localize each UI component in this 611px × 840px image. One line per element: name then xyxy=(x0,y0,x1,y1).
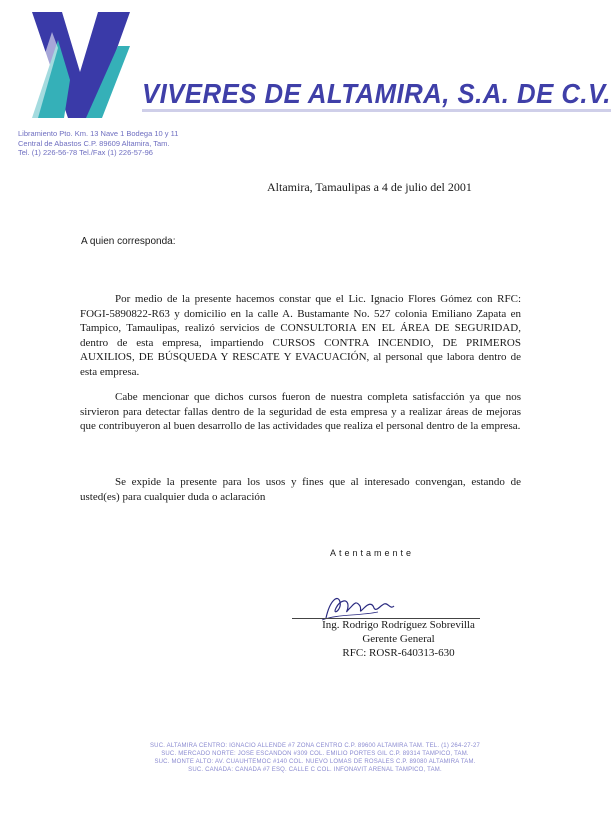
branch-addresses-footer xyxy=(130,742,500,774)
body-paragraph-1: Por medio de la presente hacemos constar que el Lic. Ignacio Flores Gómez con RFC: FOGI-5890822-R63 y domicilio en la calle A. Bustamante No. 527 colonia Emiliano Zapata en Tampico, Tamaulipas, realizó servicios de CONSULTORIA EN EL ÁREA DE SEGURIDAD, dentro de esta empresa, impartiendo CURSOS CONTRA INCENDIO, DE PRIMEROS AUXILIOS, DE BÚSQUEDA Y RESCATE Y EVACUACIÓN, al personal que labora dentro de esta empresa. xyxy=(80,293,521,378)
company-address xyxy=(18,129,178,158)
letter-greeting: A quien corresponda: xyxy=(81,236,176,247)
av-monogram-logo xyxy=(18,10,138,118)
footer-line-1: SUC. ALTAMIRA CENTRO: IGNACIO ALLENDE #7 ZONA CENTRO C.P. 89600 ALTAMIRA TAM. TEL. (1) 264-27-27 xyxy=(149,743,481,749)
signer-rfc: RFC: ROSR-640313-630 xyxy=(342,647,455,659)
footer-line-4: SUC. CANADA: CANADA #7 ESQ. CALLE C COL. INFONAVIT ARENAL TAMPICO, TAM. xyxy=(188,767,442,773)
address-line-1: Libramiento Pto. Km. 13 Nave 1 Bodega 10 y 11 xyxy=(18,129,179,138)
letter-closing: Atentamente xyxy=(330,548,415,558)
address-line-2: Central de Abastos C.P. 89609 Altamira, Tam. xyxy=(18,138,170,148)
letter-date: Altamira, Tamaulipas a 4 de julio del 2001 xyxy=(267,180,472,194)
signer-name: Ing. Rodrigo Rodríguez Sobrevilla xyxy=(322,619,475,631)
body-paragraph-3: Se expide la presente para los usos y fines que al interesado convengan, estando de usted(es) para cualquier duda o aclaración xyxy=(80,476,521,503)
footer-line-3: SUC. MONTE ALTO: AV. CUAUHTÉMOC #140 COL. NUEVO LOMAS DE ROSALES C.P. 89080 ALTAMIRA TAM. xyxy=(154,759,476,765)
footer-line-2: SUC. MERCADO NORTE: JOSÉ ESCANDÓN #309 COL. EMILIO PORTES GIL C.P. 89314 TAMPICO, TAM. xyxy=(161,751,469,757)
body-paragraph-2: Cabe mencionar que dichos cursos fueron de nuestra completa satisfacción ya que nos sirvieron para detectar fallas dentro de la seguridad de esta empresa y a realizar áreas de mejoras que contribuyeron al buen desarrollo de las actividades que realiza el personal dentro de la empresa. xyxy=(80,391,521,432)
signer-title: Gerente General xyxy=(362,633,435,645)
address-line-3: Tel. (1) 226-56-78 Tel./Fax (1) 226-57-96 xyxy=(18,148,153,157)
company-name: VIVERES DE ALTAMIRA, S.A. DE C.V. xyxy=(142,78,611,110)
signer-block xyxy=(306,618,491,660)
